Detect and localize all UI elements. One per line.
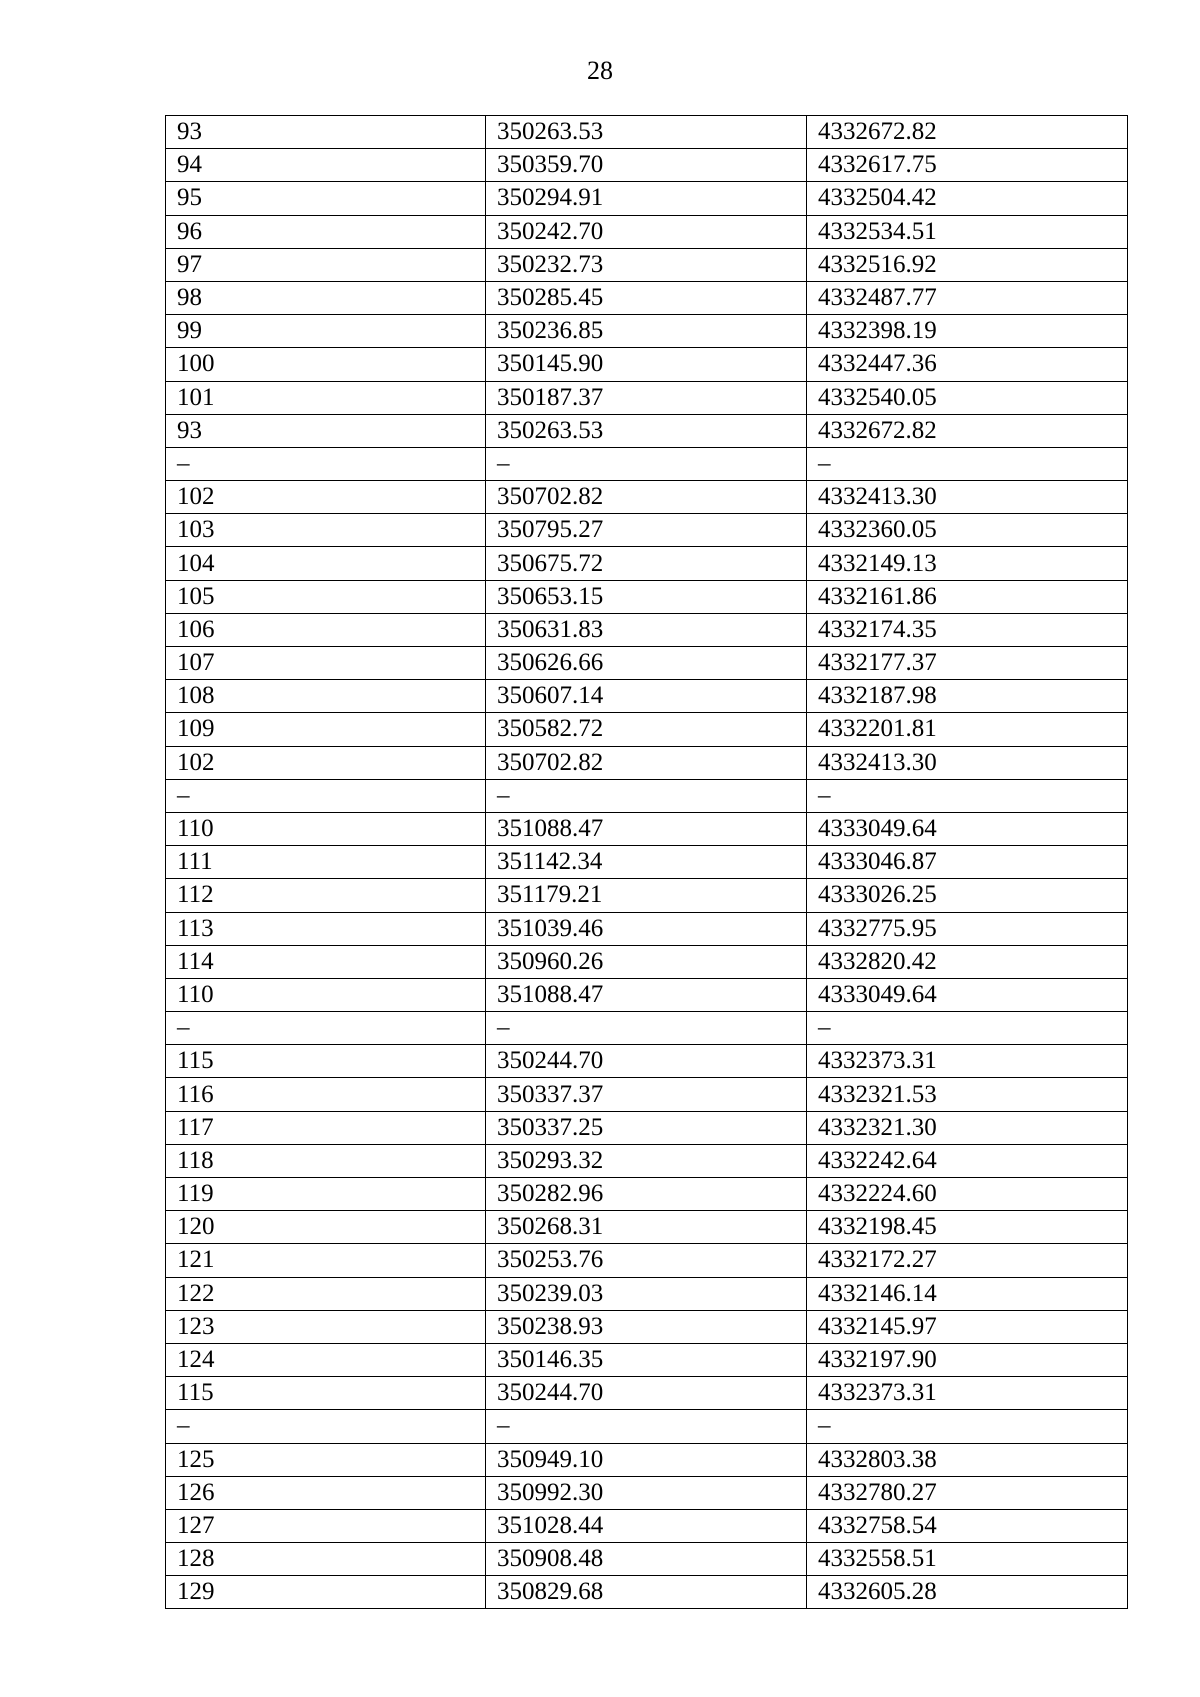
point-number-cell: – [166, 779, 486, 812]
table-row [166, 1244, 1128, 1277]
x-coordinate-cell: 350238.93 [486, 1310, 807, 1343]
table-row [166, 1410, 1128, 1443]
point-number-cell: 109 [166, 713, 486, 746]
y-coordinate-cell: 4332145.97 [807, 1310, 1128, 1343]
x-coordinate-cell: – [486, 779, 807, 812]
point-number-cell: 112 [166, 879, 486, 912]
point-number-cell: – [166, 1012, 486, 1045]
y-coordinate-cell: 4332820.42 [807, 945, 1128, 978]
point-number-cell: 96 [166, 215, 486, 248]
y-coordinate-cell: 4332413.30 [807, 746, 1128, 779]
x-coordinate-cell: 350146.35 [486, 1343, 807, 1376]
point-number-cell: 100 [166, 348, 486, 381]
point-number-cell: 102 [166, 481, 486, 514]
table-row [166, 514, 1128, 547]
table-row [166, 1377, 1128, 1410]
x-coordinate-cell: 350232.73 [486, 248, 807, 281]
y-coordinate-cell: 4332149.13 [807, 547, 1128, 580]
y-coordinate-cell: 4332672.82 [807, 414, 1128, 447]
x-coordinate-cell: 350282.96 [486, 1178, 807, 1211]
x-coordinate-cell: 350582.72 [486, 713, 807, 746]
table-row [166, 547, 1128, 580]
coordinates-table-body [166, 116, 1128, 1609]
point-number-cell: 127 [166, 1509, 486, 1542]
table-row [166, 912, 1128, 945]
table-row [166, 1178, 1128, 1211]
x-coordinate-cell: 350242.70 [486, 215, 807, 248]
point-number-cell: 120 [166, 1211, 486, 1244]
point-number-cell: 126 [166, 1476, 486, 1509]
table-row [166, 447, 1128, 480]
x-coordinate-cell: 350960.26 [486, 945, 807, 978]
table-row [166, 1111, 1128, 1144]
table-row [166, 149, 1128, 182]
table-row [166, 846, 1128, 879]
point-number-cell: 129 [166, 1576, 486, 1609]
y-coordinate-cell: 4332447.36 [807, 348, 1128, 381]
point-number-cell: 101 [166, 381, 486, 414]
table-row [166, 116, 1128, 149]
y-coordinate-cell: 4332360.05 [807, 514, 1128, 547]
y-coordinate-cell: 4332177.37 [807, 647, 1128, 680]
point-number-cell: 119 [166, 1178, 486, 1211]
point-number-cell: – [166, 447, 486, 480]
x-coordinate-cell: 350268.31 [486, 1211, 807, 1244]
y-coordinate-cell: 4332187.98 [807, 680, 1128, 713]
point-number-cell: 93 [166, 414, 486, 447]
point-number-cell: 122 [166, 1277, 486, 1310]
page-number: 28 [587, 56, 613, 85]
y-coordinate-cell: 4332617.75 [807, 149, 1128, 182]
point-number-cell: 94 [166, 149, 486, 182]
x-coordinate-cell: 350285.45 [486, 281, 807, 314]
x-coordinate-cell: 350908.48 [486, 1543, 807, 1576]
table-row [166, 945, 1128, 978]
table-row [166, 1509, 1128, 1542]
table-row [166, 680, 1128, 713]
x-coordinate-cell: 351088.47 [486, 812, 807, 845]
y-coordinate-cell: 4332201.81 [807, 713, 1128, 746]
x-coordinate-cell: 350675.72 [486, 547, 807, 580]
point-number-cell: 123 [166, 1310, 486, 1343]
table-row [166, 812, 1128, 845]
x-coordinate-cell: 350702.82 [486, 481, 807, 514]
x-coordinate-cell: 351039.46 [486, 912, 807, 945]
table-row [166, 1012, 1128, 1045]
point-number-cell: 111 [166, 846, 486, 879]
x-coordinate-cell: 351028.44 [486, 1509, 807, 1542]
x-coordinate-cell: 350294.91 [486, 182, 807, 215]
x-coordinate-cell: 350145.90 [486, 348, 807, 381]
x-coordinate-cell: 350337.37 [486, 1078, 807, 1111]
y-coordinate-cell: 4332321.53 [807, 1078, 1128, 1111]
y-coordinate-cell: 4332373.31 [807, 1377, 1128, 1410]
y-coordinate-cell: 4332780.27 [807, 1476, 1128, 1509]
y-coordinate-cell: 4332413.30 [807, 481, 1128, 514]
y-coordinate-cell: 4332758.54 [807, 1509, 1128, 1542]
point-number-cell: 105 [166, 580, 486, 613]
y-coordinate-cell: – [807, 1410, 1128, 1443]
point-number-cell: 106 [166, 613, 486, 646]
y-coordinate-cell: 4332605.28 [807, 1576, 1128, 1609]
table-row [166, 381, 1128, 414]
y-coordinate-cell: 4332803.38 [807, 1443, 1128, 1476]
table-row [166, 1476, 1128, 1509]
x-coordinate-cell: 350653.15 [486, 580, 807, 613]
x-coordinate-cell: 350992.30 [486, 1476, 807, 1509]
y-coordinate-cell: 4332146.14 [807, 1277, 1128, 1310]
y-coordinate-cell: 4332516.92 [807, 248, 1128, 281]
table-row [166, 1343, 1128, 1376]
point-number-cell: 125 [166, 1443, 486, 1476]
x-coordinate-cell: 350244.70 [486, 1045, 807, 1078]
table-row [166, 1443, 1128, 1476]
x-coordinate-cell: 350631.83 [486, 613, 807, 646]
point-number-cell: 121 [166, 1244, 486, 1277]
point-number-cell: 107 [166, 647, 486, 680]
table-row [166, 1310, 1128, 1343]
y-coordinate-cell: – [807, 1012, 1128, 1045]
y-coordinate-cell: 4332242.64 [807, 1144, 1128, 1177]
table-row [166, 248, 1128, 281]
x-coordinate-cell: 351142.34 [486, 846, 807, 879]
y-coordinate-cell: 4332373.31 [807, 1045, 1128, 1078]
y-coordinate-cell: 4333049.64 [807, 978, 1128, 1011]
point-number-cell: 108 [166, 680, 486, 713]
y-coordinate-cell: 4332172.27 [807, 1244, 1128, 1277]
table-row [166, 1576, 1128, 1609]
x-coordinate-cell: 350236.85 [486, 315, 807, 348]
table-row [166, 348, 1128, 381]
point-number-cell: 104 [166, 547, 486, 580]
table-row [166, 182, 1128, 215]
point-number-cell: 116 [166, 1078, 486, 1111]
table-row [166, 580, 1128, 613]
point-number-cell: 118 [166, 1144, 486, 1177]
point-number-cell: 128 [166, 1543, 486, 1576]
table-row [166, 1078, 1128, 1111]
y-coordinate-cell: 4332487.77 [807, 281, 1128, 314]
point-number-cell: 117 [166, 1111, 486, 1144]
table-row [166, 1045, 1128, 1078]
point-number-cell: 98 [166, 281, 486, 314]
x-coordinate-cell: 350626.66 [486, 647, 807, 680]
table-row [166, 978, 1128, 1011]
point-number-cell: 95 [166, 182, 486, 215]
table-row [166, 315, 1128, 348]
table-row [166, 414, 1128, 447]
point-number-cell: 113 [166, 912, 486, 945]
x-coordinate-cell: 350702.82 [486, 746, 807, 779]
point-number-cell: 124 [166, 1343, 486, 1376]
x-coordinate-cell: 350239.03 [486, 1277, 807, 1310]
y-coordinate-cell: 4332775.95 [807, 912, 1128, 945]
table-row [166, 1543, 1128, 1576]
point-number-cell: 102 [166, 746, 486, 779]
table-row [166, 1277, 1128, 1310]
y-coordinate-cell: 4332174.35 [807, 613, 1128, 646]
point-number-cell: 110 [166, 978, 486, 1011]
table-row [166, 746, 1128, 779]
y-coordinate-cell: 4332558.51 [807, 1543, 1128, 1576]
point-number-cell: 110 [166, 812, 486, 845]
x-coordinate-cell: 350795.27 [486, 514, 807, 547]
x-coordinate-cell: 350337.25 [486, 1111, 807, 1144]
table-row [166, 481, 1128, 514]
y-coordinate-cell: 4333049.64 [807, 812, 1128, 845]
y-coordinate-cell: 4332321.30 [807, 1111, 1128, 1144]
y-coordinate-cell: 4332540.05 [807, 381, 1128, 414]
x-coordinate-cell: 350244.70 [486, 1377, 807, 1410]
point-number-cell: 115 [166, 1377, 486, 1410]
x-coordinate-cell: 351088.47 [486, 978, 807, 1011]
coordinates-table [165, 115, 1128, 1609]
y-coordinate-cell: 4333026.25 [807, 879, 1128, 912]
point-number-cell: 99 [166, 315, 486, 348]
table-row [166, 647, 1128, 680]
table-row [166, 281, 1128, 314]
x-coordinate-cell: 350263.53 [486, 116, 807, 149]
x-coordinate-cell: 350263.53 [486, 414, 807, 447]
point-number-cell: 115 [166, 1045, 486, 1078]
x-coordinate-cell: 350253.76 [486, 1244, 807, 1277]
table-row [166, 1211, 1128, 1244]
y-coordinate-cell: 4332534.51 [807, 215, 1128, 248]
x-coordinate-cell: – [486, 1410, 807, 1443]
point-number-cell: 97 [166, 248, 486, 281]
y-coordinate-cell: 4333046.87 [807, 846, 1128, 879]
table-row [166, 779, 1128, 812]
x-coordinate-cell: 350949.10 [486, 1443, 807, 1476]
table-row [166, 215, 1128, 248]
y-coordinate-cell: – [807, 779, 1128, 812]
table-row [166, 613, 1128, 646]
x-coordinate-cell: – [486, 1012, 807, 1045]
y-coordinate-cell: 4332161.86 [807, 580, 1128, 613]
x-coordinate-cell: 350607.14 [486, 680, 807, 713]
y-coordinate-cell: 4332398.19 [807, 315, 1128, 348]
point-number-cell: 114 [166, 945, 486, 978]
point-number-cell: – [166, 1410, 486, 1443]
y-coordinate-cell: 4332224.60 [807, 1178, 1128, 1211]
x-coordinate-cell: – [486, 447, 807, 480]
table-row [166, 1144, 1128, 1177]
point-number-cell: 93 [166, 116, 486, 149]
x-coordinate-cell: 350829.68 [486, 1576, 807, 1609]
point-number-cell: 103 [166, 514, 486, 547]
table-row [166, 713, 1128, 746]
y-coordinate-cell: 4332198.45 [807, 1211, 1128, 1244]
y-coordinate-cell: – [807, 447, 1128, 480]
y-coordinate-cell: 4332197.90 [807, 1343, 1128, 1376]
x-coordinate-cell: 351179.21 [486, 879, 807, 912]
y-coordinate-cell: 4332504.42 [807, 182, 1128, 215]
x-coordinate-cell: 350359.70 [486, 149, 807, 182]
y-coordinate-cell: 4332672.82 [807, 116, 1128, 149]
table-row [166, 879, 1128, 912]
x-coordinate-cell: 350293.32 [486, 1144, 807, 1177]
x-coordinate-cell: 350187.37 [486, 381, 807, 414]
